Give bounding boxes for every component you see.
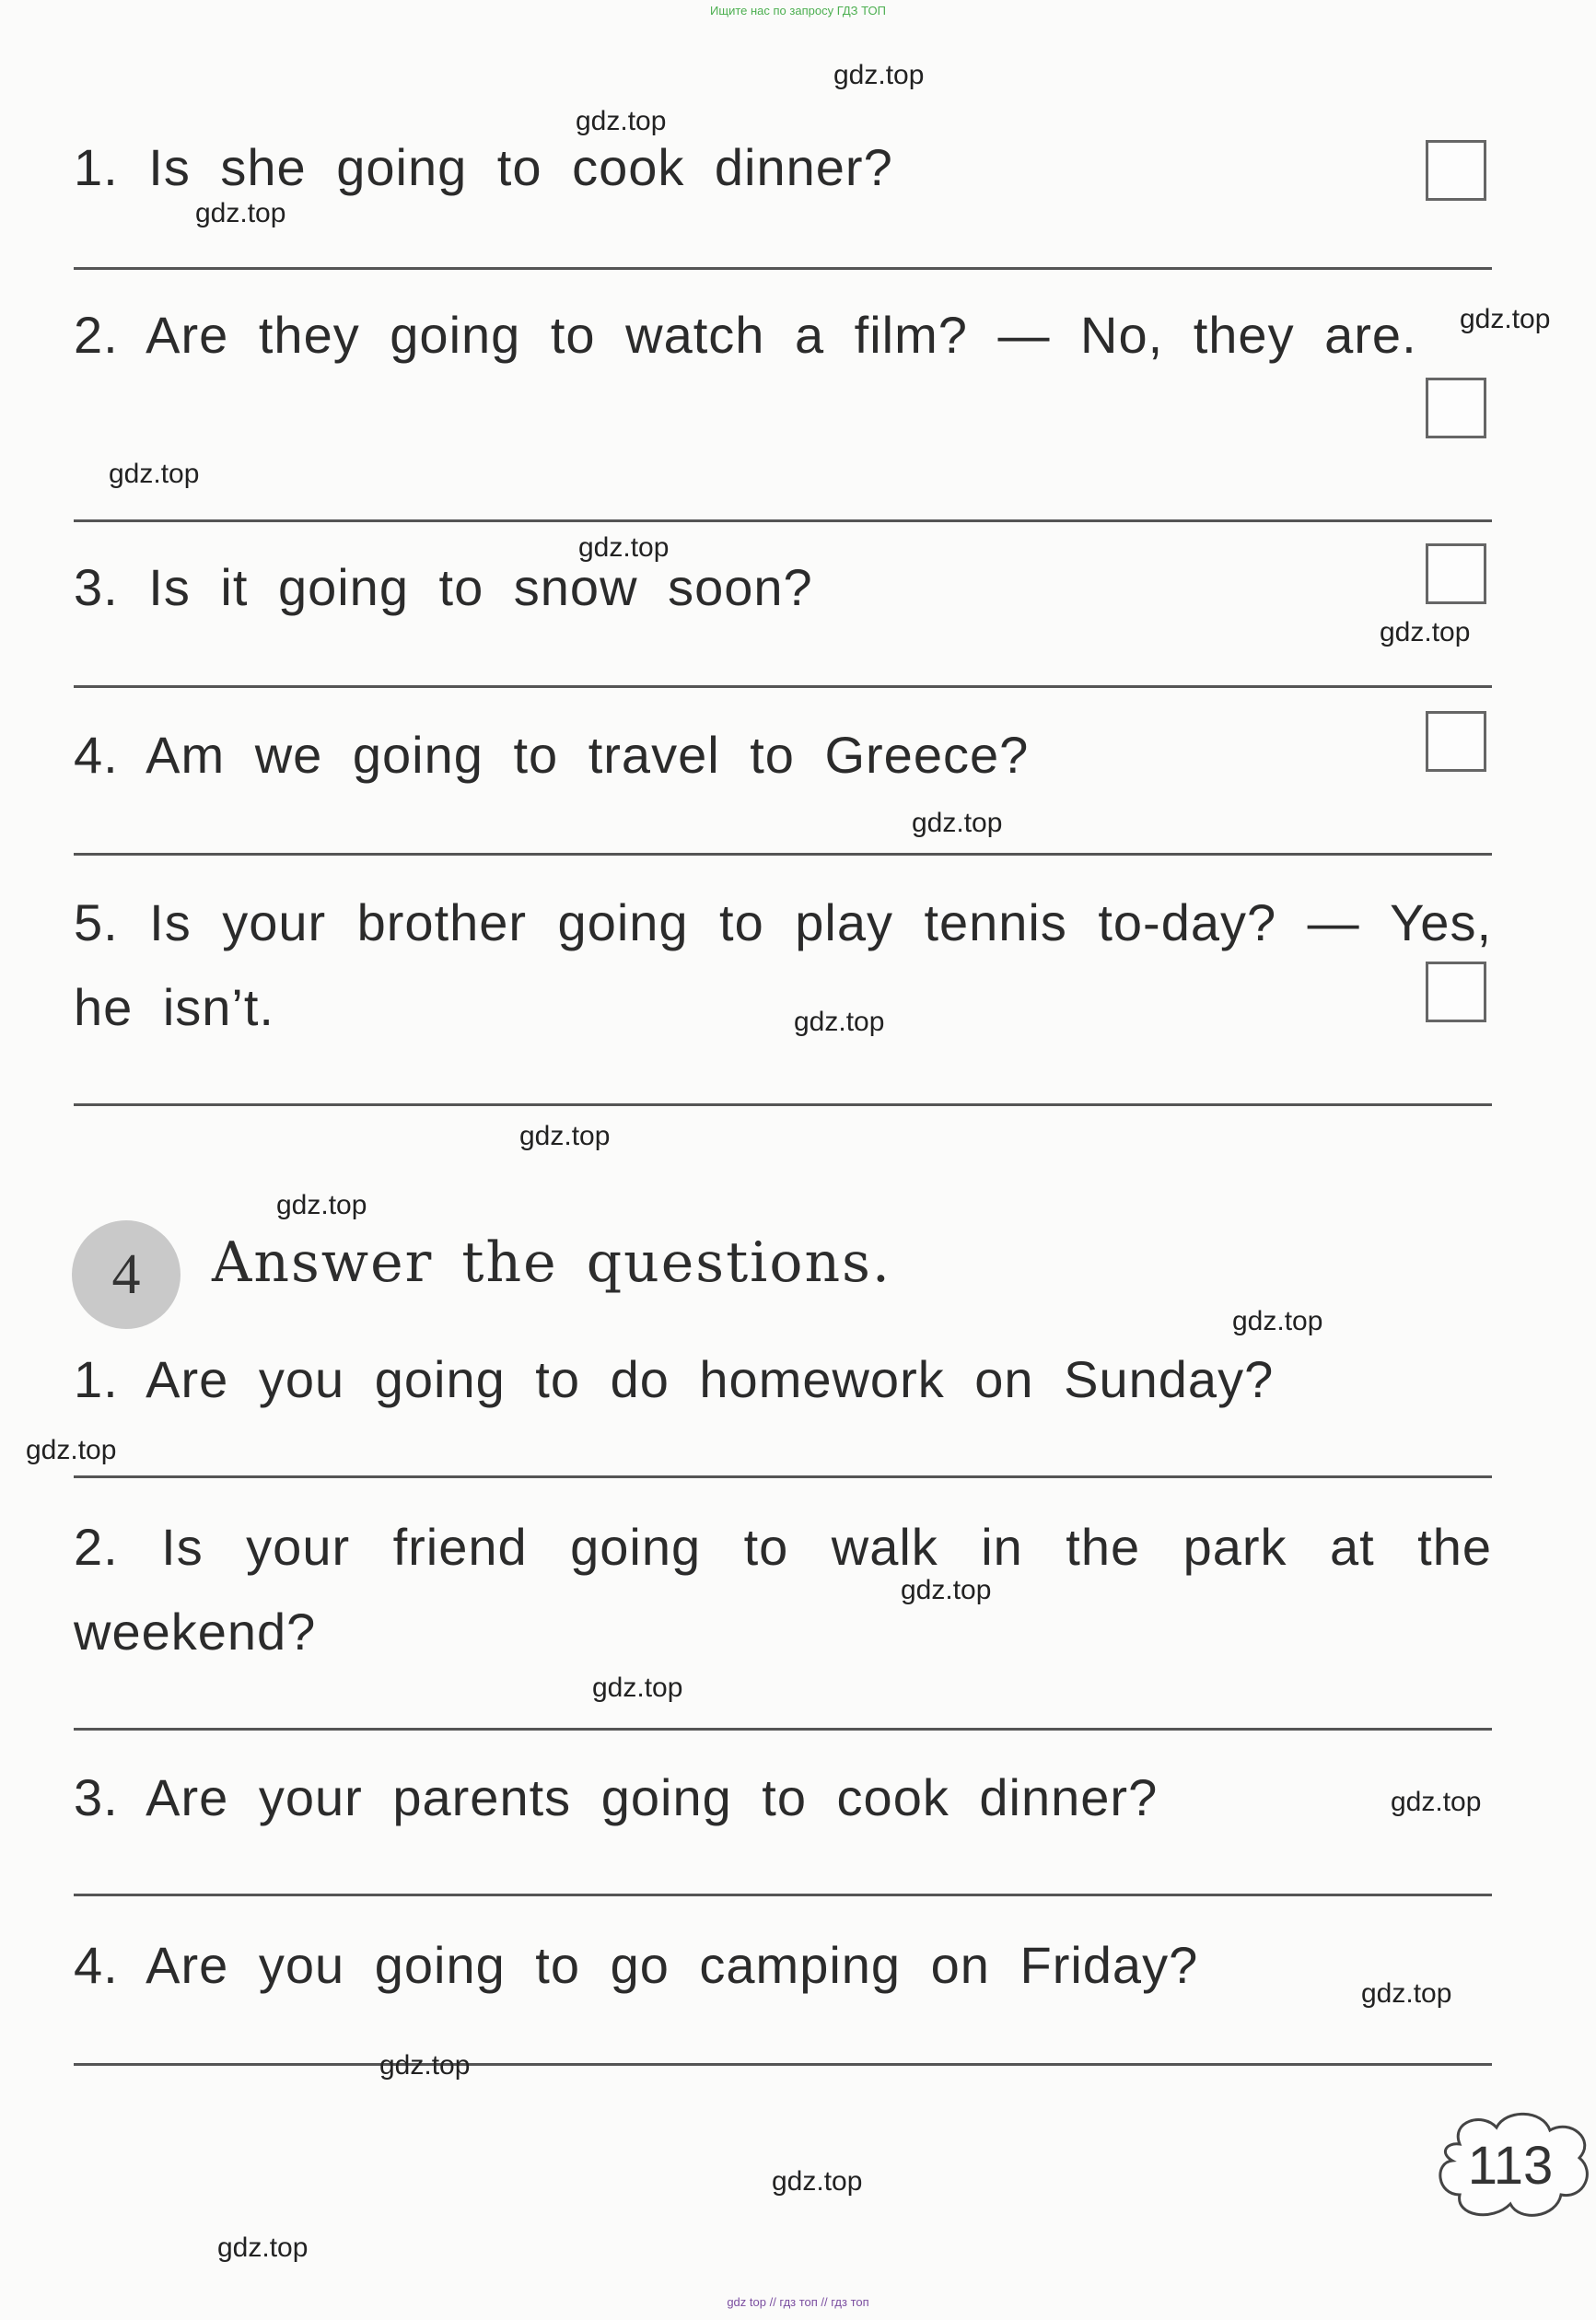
watermark-text: gdz.top (833, 60, 925, 90)
exercise4-question-4: 4. Are you going to go camping on Friday? (74, 1936, 1199, 1994)
exercise4-question-3: 3. Are your parents going to cook dinner? (74, 1768, 1159, 1826)
footer-note: gdz top // гдз топ // гдз топ (727, 2295, 869, 2309)
answer-line[interactable] (74, 1728, 1492, 1731)
exercise4-question-2: 2. Is your friend going to walk in the park at the weekend? (74, 1518, 1492, 1661)
exercise-title: Answer the questions. (212, 1230, 891, 1295)
answer-line[interactable] (74, 1475, 1492, 1478)
exercise3-item-2: 2. Are they going to watch a film? — No, they are. (74, 306, 1417, 364)
watermark-text: gdz.top (276, 1190, 367, 1220)
watermark-text: gdz.top (592, 1673, 683, 1703)
watermark-text: gdz.top (379, 2050, 471, 2081)
watermark-text: gdz.top (1380, 617, 1471, 647)
watermark-text: gdz.top (217, 2233, 309, 2263)
exercise3-item-3: 3. Is it going to snow soon? (74, 558, 813, 616)
watermark-text: gdz.top (578, 532, 670, 563)
watermark-text: gdz.top (109, 459, 200, 489)
header-note: Ищите нас по запросу ГДЗ ТОП (710, 4, 886, 17)
writing-line (74, 685, 1492, 688)
answer-checkbox-3[interactable] (1426, 543, 1486, 604)
exercise3-item-1: 1. Is she going to cook dinner? (74, 138, 893, 196)
exercise-number-badge: 4 (72, 1220, 181, 1329)
answer-line[interactable] (74, 2063, 1492, 2066)
writing-line (74, 267, 1492, 270)
watermark-text: gdz.top (519, 1121, 611, 1151)
watermark-text: gdz.top (1391, 1787, 1482, 1817)
answer-checkbox-1[interactable] (1426, 140, 1486, 201)
exercise4-question-1: 1. Are you going to do homework on Sunday? (74, 1350, 1275, 1408)
exercise3-item-5: 5. Is your brother going to play tennis to-day? — Yes, he isn’t. (74, 893, 1492, 1036)
exercise3-item-4: 4. Am we going to travel to Greece? (74, 726, 1030, 784)
watermark-text: gdz.top (901, 1575, 992, 1605)
watermark-text: gdz.top (772, 2166, 863, 2197)
answer-checkbox-4[interactable] (1426, 711, 1486, 772)
watermark-text: gdz.top (1361, 1978, 1452, 2009)
writing-line (74, 1103, 1492, 1106)
answer-checkbox-2[interactable] (1426, 378, 1486, 438)
watermark-text: gdz.top (794, 1007, 885, 1037)
answer-checkbox-5[interactable] (1426, 962, 1486, 1022)
watermark-text: gdz.top (26, 1435, 117, 1465)
watermark-text: gdz.top (1460, 304, 1551, 334)
page-number-cloud (1432, 2107, 1596, 2227)
watermark-text: gdz.top (195, 198, 286, 228)
page-number: 113 (1467, 2136, 1554, 2196)
watermark-text: gdz.top (1232, 1306, 1323, 1336)
watermark-text: gdz.top (912, 808, 1003, 838)
writing-line (74, 853, 1492, 856)
watermark-text: gdz.top (576, 106, 667, 136)
writing-line (74, 519, 1492, 522)
answer-line[interactable] (74, 1894, 1492, 1896)
